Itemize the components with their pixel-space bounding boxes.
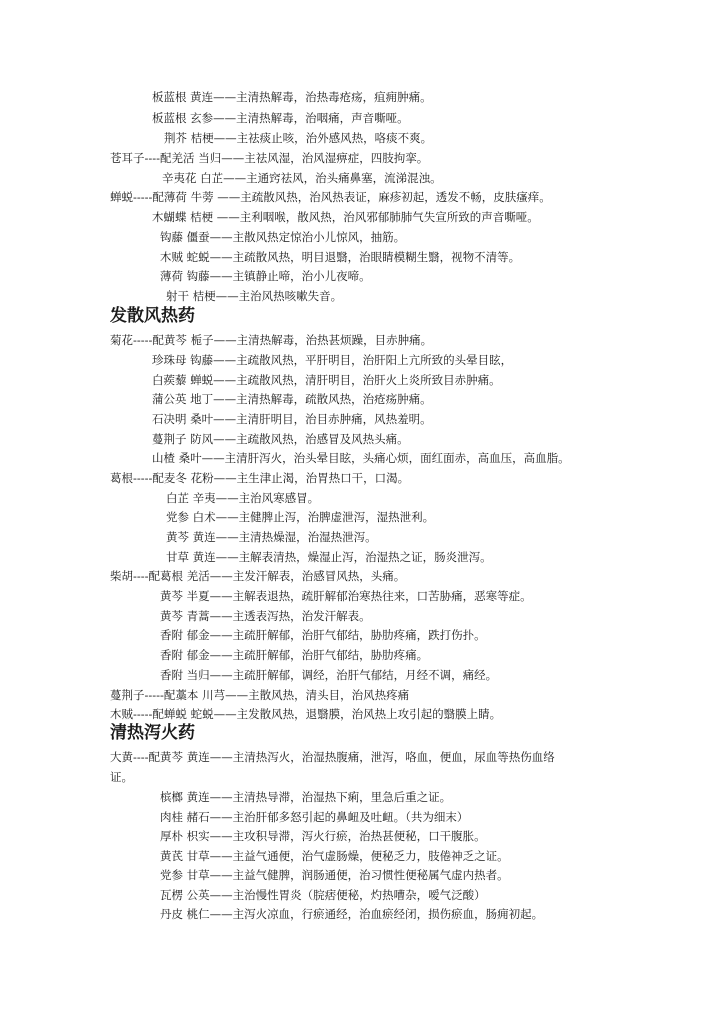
text-line: 蒲公英 地丁——主清热解毒，疏散风热，治疮疡肿痛。 (152, 392, 432, 406)
text-line: 荆芥 桔梗——主祛痰止咳，治外感风热，咯痰不爽。 (164, 131, 433, 145)
text-line: 大黄----配黄芩 黄连——主清热泻火，治湿热腹痛，泄泻，咯血，便血，尿血等热伤血络 (110, 750, 555, 764)
text-line: 黄芩 半夏——主解表退热，疏肝解郁治寒热往来，口苦胁痛，恶寒等症。 (160, 589, 532, 603)
text-line: 山楂 桑叶——主清肝泻火，治头晕目眩，头痛心烦，面红面赤，高血压，高血脂。 (152, 451, 570, 465)
text-line: 槟榔 黄连——主清热导滞，治湿热下痢，里急后重之证。 (160, 790, 452, 804)
text-line: 白芷 辛夷——主治风寒感冒。 (166, 491, 320, 505)
text-line: 瓦楞 公英——主治慢性胃炎（脘痞便秘，灼热嘈杂，嗳气泛酸） (160, 888, 486, 902)
text-line: 丹皮 桃仁——主泻火凉血，行瘀通经，治血瘀经闭，损伤瘀血，肠痈初起。 (160, 907, 544, 921)
text-line: 证。 (110, 770, 133, 784)
text-line: 辛夷花 白芷——主通窍祛风，治头痛鼻塞，流涕混浊。 (162, 171, 442, 185)
text-line: 党参 甘草——主益气健脾，润肠通便，治习惯性便秘属气虚内热者。 (160, 868, 509, 882)
text-line: 香附 当归——主疏肝解郁，调经，治肝气郁结，月经不调，痛经。 (160, 668, 498, 682)
text-line: 葛根-----配麦冬 花粉——主生津止渴，治胃热口干，口渴。 (110, 471, 410, 485)
text-line: 甘草 黄连——主解表清热，燥湿止泻，治湿热之证，肠炎泄泻。 (166, 550, 492, 564)
text-line: 木贼 蛇蜕——主疏散风热，明目退翳，治眼睛模糊生翳，视物不清等。 (160, 250, 521, 264)
text-line: 钩藤 僵蚕——主散风热定惊治小儿惊风，抽筋。 (160, 230, 406, 244)
section-heading: 清热泻火药 (110, 723, 195, 743)
text-line: 党参 白术——主健脾止泻，治脾虚泄泻，湿热泄利。 (166, 510, 435, 524)
text-line: 黄芩 黄连——主清热燥湿，治湿热泄泻。 (166, 530, 377, 544)
text-line: 蝉蜕-----配薄荷 牛蒡 ——主疏散风热，治风热表证，麻疹初起，透发不畅，皮肤瘙痒。 (110, 190, 551, 204)
text-line: 蔓荆子 防风——主疏散风热，治感冒及风热头痛。 (152, 432, 409, 446)
text-line: 白蒺藜 蝉蜕——主疏散风热，清肝明目，治肝火上炎所致目赤肿痛。 (152, 373, 501, 387)
text-line: 黄芩 青蒿——主透表泻热，治发汗解表。 (160, 609, 371, 623)
text-line: 菊花-----配黄芩 栀子——主清热解毒，治热甚烦躁，目赤肿痛。 (110, 333, 433, 347)
text-line: 木贼-----配蝉蜕 蛇蜕——主发散风热，退翳膜，治风热上攻引起的翳膜上睛。 (110, 707, 502, 721)
text-line: 珍珠母 钩藤——主疏散风热，平肝明目，治肝阳上亢所致的头晕目眩， (152, 353, 513, 367)
text-line: 石决明 桑叶——主清肝明目，治目赤肿痛，风热羞明。 (152, 412, 432, 426)
text-line: 木蝴蝶 桔梗 ——主利咽喉，散风热，治风邪郁肺肺气失宣所致的声音嘶哑。 (152, 210, 539, 224)
text-line: 香附 郁金——主疏肝解郁，治肝气郁结，胁肋疼痛，跌打伤扑。 (160, 628, 486, 642)
text-line: 柴胡----配葛根 羌活——主发汗解表，治感冒风热，头痛。 (110, 569, 406, 583)
text-line: 板蓝根 黄连——主清热解毒，治热毒疮疡，疽痈肿痛。 (152, 90, 432, 104)
text-line: 黄芪 甘草——主益气通便，治气虚肠燥，便秘乏力，肢倦神乏之证。 (160, 849, 509, 863)
text-line: 香附 郁金——主疏肝解郁，治肝气郁结，胁肋疼痛。 (160, 648, 429, 662)
text-line: 射干 桔梗——主治风热咳嗽失音。 (166, 289, 343, 303)
text-line: 厚朴 枳实——主攻积导滞，泻火行瘀，治热甚便秘，口干腹胀。 (160, 829, 486, 843)
text-line: 苍耳子----配羌活 当归——主祛风湿，治风湿痹症，四肢拘挛。 (110, 151, 429, 165)
text-line: 板蓝根 玄参——主清热解毒，治咽痛，声音嘶哑。 (152, 111, 409, 125)
section-heading: 发散风热药 (110, 306, 195, 326)
text-line: 肉桂 赭石——主治肝郁多怒引起的鼻衄及吐衄。（共为细末） (160, 810, 469, 824)
text-line: 薄荷 钩藤——主镇静止啼，治小儿夜啼。 (160, 269, 371, 283)
text-line: 蔓荆子-----配藁本 川芎——主散风热，清头目，治风热疼痛 (110, 688, 410, 702)
